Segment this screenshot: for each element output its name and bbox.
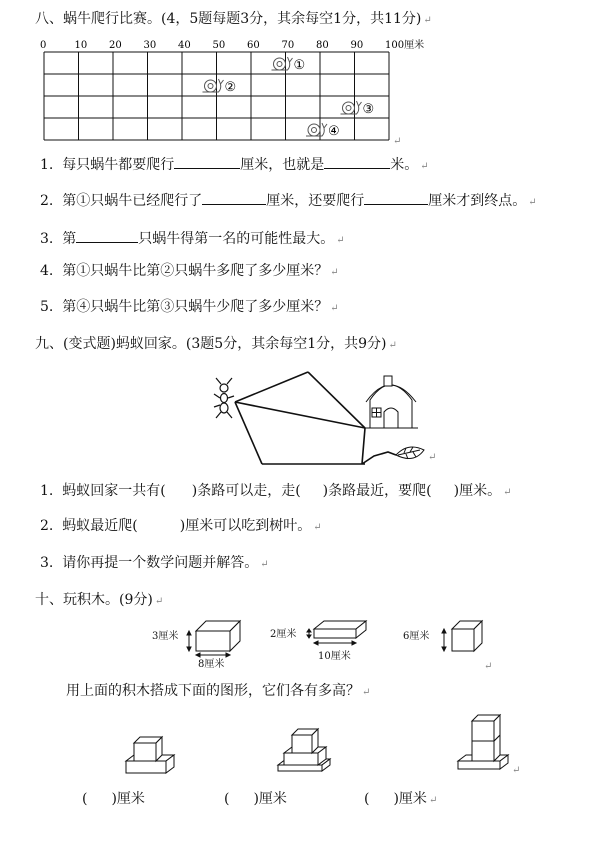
stacked-block-figures <box>0 705 612 785</box>
axis-tick-label: 50 <box>212 40 226 51</box>
s9-question-3: 3. 请你再提一个数学问题并解答。 ↵ <box>40 555 269 571</box>
answer-blank[interactable] <box>174 156 240 169</box>
block-1 <box>187 621 240 657</box>
answer-2: ( )厘米 <box>224 791 287 807</box>
s8-question-5: 5. 第④只蜗牛比第③只蜗牛少爬了多少厘米？ ↵ <box>40 299 339 315</box>
answer-blank[interactable] <box>76 230 138 243</box>
svg-text:↵: ↵ <box>512 765 521 776</box>
axis-tick-label: 80 <box>316 40 329 51</box>
s8-question-2: 2. 第①只蜗牛已经爬行了 厘米，还要爬行 厘米才到终点。 ↵ <box>40 193 537 209</box>
snail-icon <box>272 57 293 70</box>
block-2-length-label: 10厘米 <box>318 651 351 662</box>
s9-question-2: 2. 蚂蚁最近爬( )厘米可以吃到树叶。 ↵ <box>40 518 322 534</box>
block-diagrams <box>0 615 612 670</box>
snail-icon <box>341 101 362 114</box>
answer-3: ( )厘米 ↵ <box>364 791 438 807</box>
snail-label: ③ <box>362 102 375 117</box>
section-10-title: 十、玩积木。(9分) ↵ <box>35 592 164 608</box>
block-2 <box>307 621 366 645</box>
axis-tick-label: 40 <box>178 40 191 51</box>
block-1-length-label: 8厘米 <box>198 659 225 670</box>
answer-blank[interactable] <box>324 156 390 169</box>
ant-icon <box>214 378 234 418</box>
block-3 <box>442 621 482 651</box>
snail-race-grid <box>0 0 612 150</box>
answer-blank[interactable] <box>202 192 266 205</box>
answer-blank[interactable] <box>364 192 428 205</box>
return-mark: ↵ <box>393 136 402 147</box>
axis-tick-label: 30 <box>143 40 157 51</box>
s8-question-3: 3. 第 只蜗牛得第一名的可能性最大。 ↵ <box>40 231 345 247</box>
axis-tick-label: 0 <box>40 40 47 51</box>
leaf-icon <box>396 447 424 459</box>
house-icon <box>364 376 418 428</box>
axis-tick-label: 70 <box>281 40 295 51</box>
answer-1: ( )厘米 <box>82 791 145 807</box>
figure-3 <box>458 715 508 769</box>
snail-icon <box>306 123 327 136</box>
axis-tick-label: 20 <box>109 40 122 51</box>
snail-icon <box>203 79 224 92</box>
section-8-title: 八、蜗牛爬行比赛。(4，5题每题3分，其余每空1分，共11分) ↵ <box>35 11 432 27</box>
axis-tick-label: 10 <box>74 40 88 51</box>
s9-question-1: 1. 蚂蚁回家一共有( )条路可以走，走( )条路最近，要爬( )厘米。 ↵ <box>40 483 512 499</box>
axis-tick-label: 90 <box>350 40 364 51</box>
s8-question-4: 4. 第①只蜗牛比第②只蜗牛多爬了多少厘米？ ↵ <box>40 263 339 279</box>
svg-text:↵: ↵ <box>428 452 437 463</box>
snail-label: ④ <box>328 124 340 139</box>
return-mark: ↵ <box>484 661 493 672</box>
snail-label: ① <box>293 58 306 73</box>
block-2-height-label: 2厘米 <box>270 629 297 640</box>
snail-label: ② <box>224 80 237 95</box>
ant-path-diagram <box>0 360 612 475</box>
axis-tick-label: 100厘米 <box>385 40 425 51</box>
axis-tick-label: 60 <box>247 40 260 51</box>
figure-2 <box>278 729 330 771</box>
block-1-height-label: 3厘米 <box>152 631 179 642</box>
section-9-title: 九、(变式题)蚂蚁回家。(3题5分，其余每空1分，共9分) ↵ <box>35 336 397 352</box>
figure-1 <box>126 737 174 773</box>
block-3-height-label: 6厘米 <box>403 631 430 642</box>
s8-question-1: 1. 每只蜗牛都要爬行 厘米，也就是 米。 ↵ <box>40 157 429 173</box>
s10-instruction: 用上面的积木搭成下面的图形，它们各有多高？ ↵ <box>66 683 371 699</box>
